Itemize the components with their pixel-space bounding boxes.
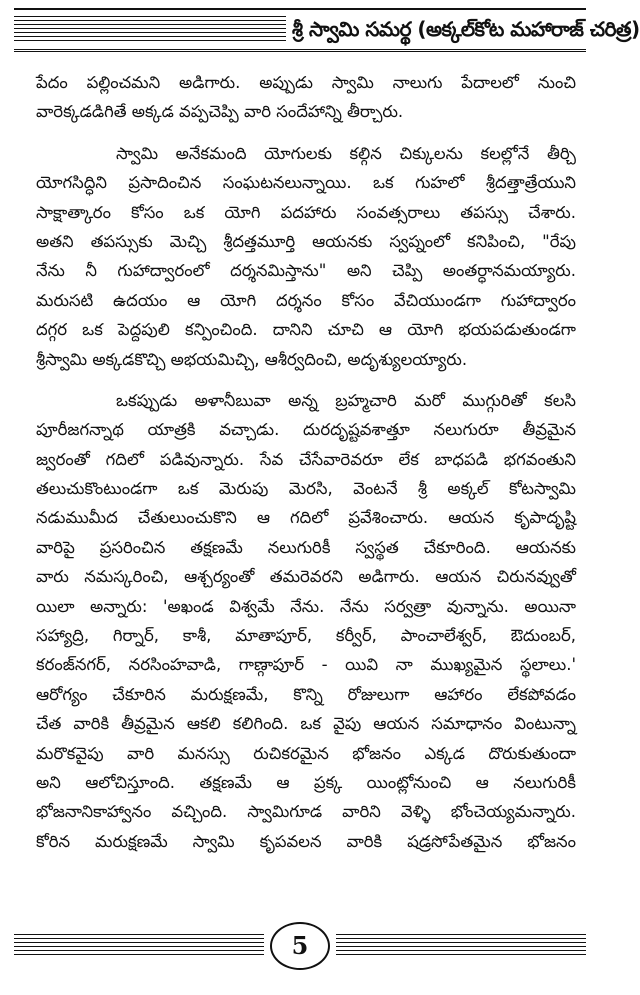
text-line: తలుచుకొంటుండగా ఒక మెరుపు మెరసి, వెంటనే శ్రీ అక్కల్ కోటస్వామి (36, 479, 576, 499)
text-line: సహ్యాద్రి, గిర్నార్, కాశీ, మాతాపూర్, కర్వీర్, పాంచాలేశ్వర్, ఔదుంబర్, (36, 626, 576, 646)
text-line: అతని తపస్సుకు మెచ్చి శ్రీదత్తమూర్తి ఆయనకు స్వప్నంలో కనిపించి, "రేపు (36, 231, 576, 251)
text-line: అని ఆలోచిస్తూంది. తక్షణమే ఆ ప్రక్క యింట్లోనుంచి ఆ నలుగురికీ (36, 772, 576, 792)
text-line: కరంజ్‌నగర్, నరసింహవాడి, గాణ్గాపూర్ - యివి నా ముఖ్యమైన స్థలాలు.' (36, 655, 576, 675)
text-line: ఆరోగ్యం చేకూరిన మరుక్షణమే, కొన్ని రోజులుగా ఆహారం లేకపోవడం (36, 684, 576, 704)
paragraph-gap (36, 374, 576, 386)
text-line: మరుసటి ఉదయం ఆ యోగి దర్శనం కోసం వేచియుండగా గుహాద్వారం (36, 290, 576, 310)
footer-hatch-right (336, 934, 586, 956)
text-line: యోగసిద్ధిని ప్రసాదించిన సంఘటనలున్నాయి. ఒక గుహలో శ్రీదత్తాత్రేయుని (36, 173, 576, 193)
text-line: భోజనానికాహ్వానం వచ్చింది. స్వామిగూడ వారిని వెళ్ళి భోంచెయ్యమన్నారు. (36, 802, 576, 822)
paragraph-gap (36, 127, 576, 139)
text-line: వారు నమస్కరించి, ఆశ్చర్యంతో తమరెవరని అడిగారు. ఆయన చిరునవ్వుతో (36, 567, 576, 587)
text-line: జ్వరంతో గదిలో పడివున్నారు. సేవ చేసేవారెవరూ లేక బాధపడి భగవంతుని (36, 449, 576, 469)
page-header (14, 8, 640, 52)
footer-hatch-left (14, 934, 264, 956)
text-line: దగ్గర ఒక పెద్దపులి కన్పించింది. దానిని చూచి ఆ యోగి భయపడుతుండగా (36, 320, 576, 340)
text-line: వారెక్కడడిగితే అక్కడ వప్పచెప్పి వారి సందేహాన్ని తీర్చారు. (36, 102, 404, 122)
text-line: యిలా అన్నారు: 'అఖండ విశ్వమే నేను. నేను సర్వత్రా వున్నాను. అయినా (36, 596, 576, 616)
text-line: నడుముమీద చేతులుంచుకొని ఆ గదిలో ప్రవేశించారు. ఆయన కృపాదృష్టి (36, 508, 576, 528)
text-line: కోరిన మరుక్షణమే స్వామి కృపవలన వారికి షడ్రసోపేతమైన భోజనం (36, 831, 576, 851)
text-line: నేను నీ గుహాద్వారంలో దర్శనమిస్తాను" అని చెప్పి అంతర్ధానమయ్యారు. (36, 261, 576, 281)
text-line: పూరీజగన్నాథ యాత్రకి వచ్చాడు. దురదృష్టవశాత్తూ నలుగురూ తీవ్రమైన (36, 420, 576, 440)
text-line: సాక్షాత్కారం కోసం ఒక యోగి పదహారు సంవత్సరాలు తపస్సు చేశారు. (36, 202, 576, 222)
paragraph (36, 139, 576, 374)
header-top-rule (14, 8, 586, 10)
text-line: స్వామి అనేకమంది యోగులకు కల్గిన చిక్కులను కలల్లోనే తీర్చి (116, 143, 576, 163)
text-line: చేత వారికి తీవ్రమైన ఆకలి కలిగింది. ఒక వైపు ఆయన సమాధానం వింటున్నా (36, 714, 576, 734)
text-line: శ్రీస్వామి అక్కడకొచ్చి అభయమిచ్చి, ఆశీర్వదించి, అదృశ్యులయ్యారు. (36, 349, 468, 369)
body-text (36, 68, 576, 856)
header-hatch-ornament (14, 16, 286, 42)
running-title: శ్రీ స్వామి సమర్థ (అక్కల్‌కోట మహారాజ్ చరిత్ర) (292, 17, 640, 41)
page-number: 5 (270, 922, 330, 970)
text-line: వారిపై ప్రసరించిన తక్షణమే నలుగురికీ స్వస్థత చేకూరింది. ఆయనకు (36, 537, 576, 557)
text-line: మరొకవైపు వారి మనస్సు రుచికరమైన భోజనం ఎక్కడ దొరుకుతుందా (36, 743, 576, 763)
paragraph (36, 386, 576, 856)
page-footer (14, 918, 586, 974)
text-line: పేదం పల్లించమని అడిగారు. అప్పుడు స్వామి నాలుగు పేదాలలో నుంచి (36, 73, 576, 92)
header-bottom-rule (14, 49, 586, 52)
text-line: ఒకప్పుడు అళానీబువా అన్న బ్రహ్మచారి మరో ముగ్గురితో కలసి (116, 390, 576, 410)
paragraph (36, 68, 576, 127)
